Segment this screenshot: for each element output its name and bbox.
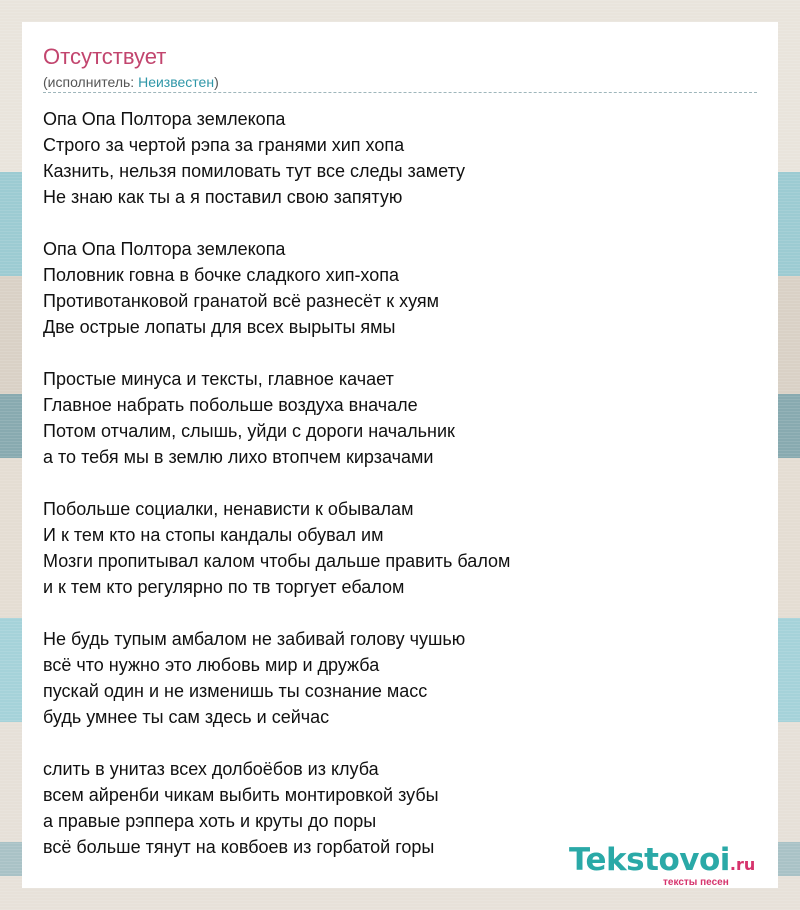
lyric-line: всё что нужно это любовь мир и дружба (43, 655, 380, 675)
lyric-line: Не знаю как ты а я поставил свою запятую (43, 187, 403, 207)
lyric-line: Побольше социалки, ненависти к обывалам (43, 499, 414, 519)
lyric-line: а правые рэппера хоть и круты до поры (43, 811, 377, 831)
lyric-line: Потом отчалим, слышь, уйди с дороги начальник (43, 421, 455, 441)
lyric-line: слить в унитаз всех долбоёбов из клуба (43, 759, 379, 779)
lyric-line: Не будь тупым амбалом не забивай голову чушью (43, 629, 466, 649)
lyrics-body (43, 106, 763, 886)
artist-suffix: ) (214, 74, 219, 90)
logo-tagline: тексты песен (663, 877, 729, 888)
lyric-line: и к тем кто регулярно по тв торгует ебалом (43, 577, 405, 597)
lyric-line: Две острые лопаты для всех вырыты ямы (43, 317, 396, 337)
lyric-line: Противотанковой гранатой всё разнесёт к хуям (43, 291, 440, 311)
lyrics-card (22, 22, 778, 888)
logo-tld: .ru (729, 855, 756, 874)
lyrics-stanza (43, 106, 763, 210)
lyric-line: всё больше тянут на ковбоев из горбатой горы (43, 837, 435, 857)
lyric-line: Опа Опа Полтора землекопа (43, 109, 286, 129)
artist-prefix: (исполнитель: (43, 74, 139, 90)
lyric-line: Мозги пропитывал калом чтобы дальше править балом (43, 551, 511, 571)
title-divider (43, 92, 757, 93)
artist-line (43, 73, 219, 91)
lyric-line: Простые минуса и тексты, главное качает (43, 369, 394, 389)
lyrics-stanza (43, 366, 763, 470)
lyric-line: будь умнее ты сам здесь и сейчас (43, 707, 330, 727)
lyric-line: Половник говна в бочке сладкого хип-хопа (43, 265, 400, 285)
lyric-line: И к тем кто на стопы кандалы обувал им (43, 525, 384, 545)
lyric-line: Опа Опа Полтора землекопа (43, 239, 286, 259)
logo-main-text: Tekstovoi (569, 842, 730, 878)
lyric-line: Строго за чертой рэпа за гранями хип хопа (43, 135, 405, 155)
lyrics-stanza (43, 236, 763, 340)
lyric-line: Казнить, нельзя помиловать тут все следы замету (43, 161, 466, 181)
site-logo[interactable] (569, 842, 779, 888)
lyrics-stanza (43, 626, 763, 730)
lyric-line: всем айренби чикам выбить монтировкой зубы (43, 785, 439, 805)
lyric-line: пускай один и не изменишь ты сознание масс (43, 681, 428, 701)
artist-link[interactable]: Неизвестен (138, 74, 215, 90)
lyric-line: Главное набрать побольше воздуха вначале (43, 395, 418, 415)
lyrics-stanza (43, 496, 763, 600)
song-title: Отсутствует (43, 44, 167, 69)
lyric-line: а то тебя мы в землю лихо втопчем кирзачами (43, 447, 434, 467)
